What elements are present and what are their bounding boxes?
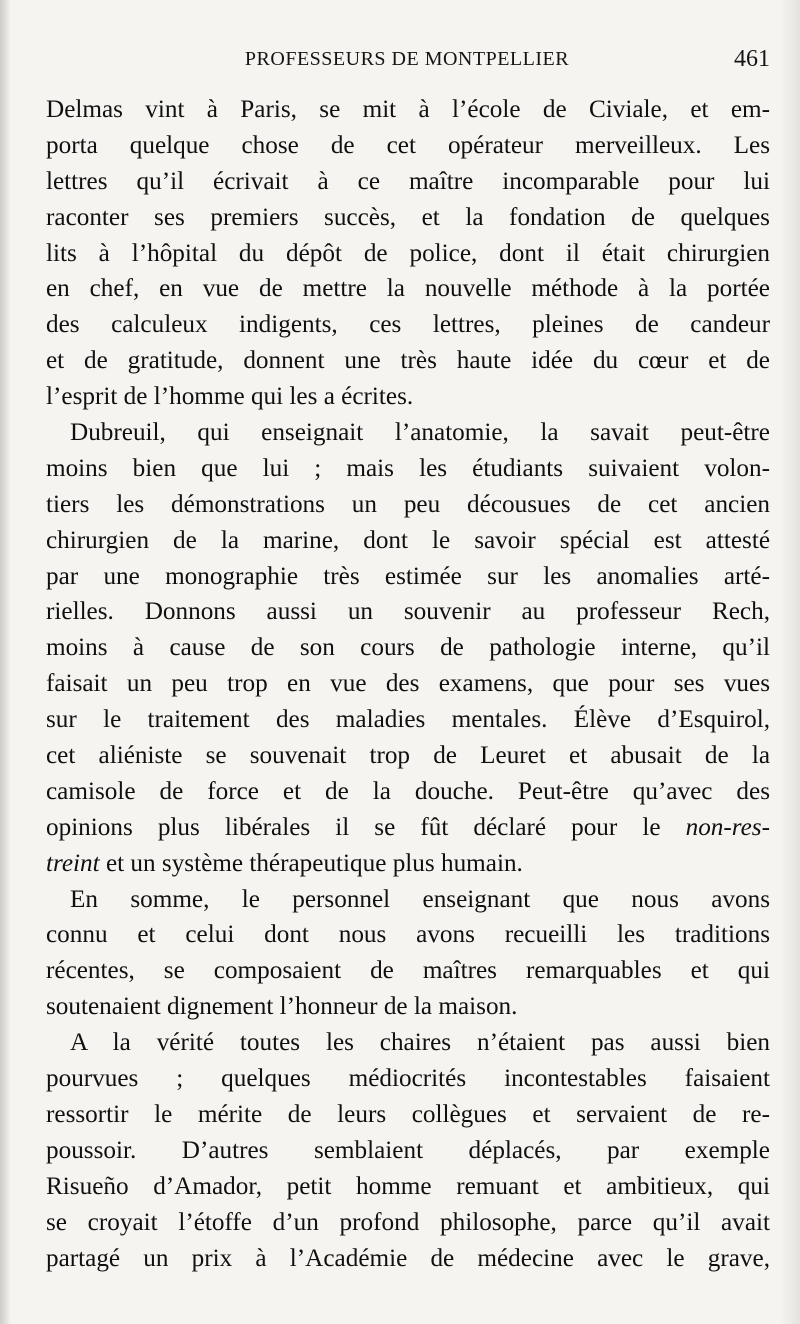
text-line: récentes, se composaient de maîtres remarquables et qui [46,957,770,985]
text-line-with-italic [46,810,770,846]
text-line: partagé un prix à l’Académie de médecine avec le grave, [46,1244,770,1272]
text-line: A la vérité toutes les chaires n’étaient pas aussi bien [70,1029,770,1057]
text-line: lettres qu’il écrivait à ce maître incomparable pour lui [46,167,770,195]
text-line: connu et celui dont nous avons recueilli les traditions [46,921,770,949]
text-line: en chef, en vue de mettre la nouvelle méthode à la portée [46,275,770,303]
text-line: camisole de force et de la douche. Peut-être qu’avec des [46,777,770,805]
text-line: porta quelque chose de cet opérateur merveilleux. Les [46,131,770,159]
running-title: PROFESSEURS DE MONTPELLIER [244,48,570,70]
text-line: et de gratitude, donnent une très haute idée du cœur et de [46,347,770,375]
text-line: Delmas vint à Paris, se mit à l’école de Civiale, et em- [46,96,770,123]
text-line: lits à l’hôpital du dépôt de police, dont il était chirurgien [46,239,770,267]
text-segment: et un système thérapeutique plus humain. [105,849,523,877]
body-text [46,92,770,1276]
text-line: l’esprit de l’homme qui les a écrites. [46,383,414,411]
text-line: En somme, le personnel enseignant que nous avons [70,885,770,913]
text-line: tiers les démonstrations un peu décousues de cet ancien [46,490,770,518]
text-line: se croyait l’étoffe d’un profond philosophe, parce qu’il avait [46,1208,770,1236]
text-line: rielles. Donnons aussi un souvenir au professeur Rech, [46,598,770,626]
text-line: sur le traitement des maladies mentales. Élève d’Esquirol, [46,706,770,734]
text-line: moins bien que lui ; mais les étudiants suivaient volon- [46,454,770,482]
text-line: par une monographie très estimée sur les anomalies arté- [46,562,770,590]
text-line: soutenaient dignement l’honneur de la maison. [46,993,518,1021]
text-line: poussoir. D’autres semblaient déplacés, par exemple [46,1136,770,1164]
spine-shadow [0,0,10,1324]
text-line: ressortir le mérite de leurs collègues et servaient de re- [46,1100,770,1128]
text-line: pourvues ; quelques médiocrités incontestables faisaient [46,1065,770,1093]
page-number: 461 [734,46,770,72]
text-line: cet aliéniste se souvenait trop de Leuret et abusait de la [46,742,770,770]
text-line-with-italic [46,846,770,882]
text-line: Dubreuil, qui enseignait l’anatomie, la savait peut-être [70,419,770,447]
text-line: chirurgien de la marine, dont le savoir spécial est attesté [46,526,770,554]
text-line: faisait un peu trop en vue des examens, que pour ses vues [46,670,770,698]
text-line: Risueño d’Amador, petit homme remuant et ambitieux, qui [46,1172,770,1200]
text-line: des calculeux indigents, ces lettres, pleines de candeur [46,311,770,339]
text-segment: opinions plus libérales il se fût déclaré pour le [46,813,661,841]
text-line: raconter ses premiers succès, et la fondation de quelques [46,203,770,231]
page-header [44,46,770,76]
italic-term: non-res- [685,813,770,841]
text-line: moins à cause de son cours de pathologie interne, qu’il [46,634,770,662]
italic-term: treint [46,849,100,877]
